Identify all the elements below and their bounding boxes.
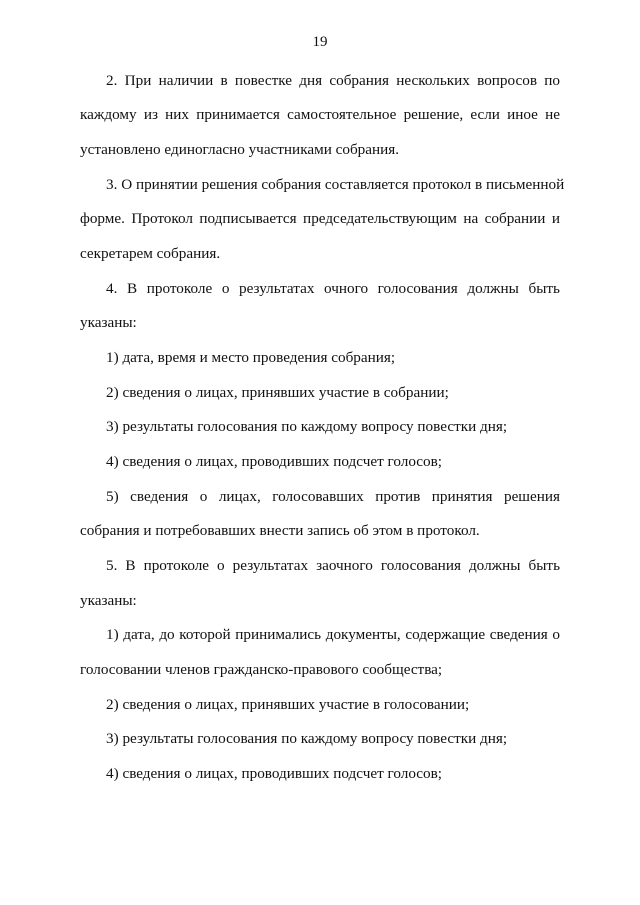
paragraph-3-line-2: форме. Протокол подписывается председательствующим на собрании и [80, 210, 560, 227]
paragraph-5-line-1: 5. В протоколе о результатах заочного голосования должны быть [106, 557, 560, 574]
paragraph-4-line-2: указаны: [80, 314, 137, 331]
paragraph-2-line-1: 2. При наличии в повестке дня собрания нескольких вопросов по [106, 72, 560, 89]
paragraph-4-line-1: 4. В протоколе о результатах очного голосования должны быть [106, 280, 560, 297]
paragraph-3-line-1: 3. О принятии решения собрания составляется протокол в письменной [106, 176, 565, 193]
list-item-5-1-line-1: 1) дата, до которой принимались документы, содержащие сведения о [106, 626, 560, 643]
list-item-4-2: 2) сведения о лицах, принявших участие в собрании; [106, 384, 449, 401]
list-item-4-3: 3) результаты голосования по каждому вопросу повестки дня; [106, 418, 508, 435]
list-item-5-2: 2) сведения о лицах, принявших участие в голосовании; [106, 696, 470, 713]
paragraph-5-line-2: указаны: [80, 592, 137, 609]
list-item-4-5-line-2: собрания и потребовавших внести запись об этом в протокол. [80, 522, 480, 539]
page-number: 19 [312, 34, 328, 50]
list-item-5-3: 3) результаты голосования по каждому вопросу повестки дня; [106, 730, 508, 747]
list-item-4-5-line-1: 5) сведения о лицах, голосовавших против принятия решения [106, 488, 560, 505]
paragraph-2-line-2: каждому из них принимается самостоятельное решение, если иное не [80, 106, 560, 123]
list-item-4-4: 4) сведения о лицах, проводивших подсчет голосов; [106, 453, 443, 470]
paragraph-2-line-3: установлено единогласно участниками собрания. [80, 141, 400, 158]
list-item-4-1: 1) дата, время и место проведения собрания; [106, 349, 396, 366]
paragraph-3-line-3: секретарем собрания. [80, 245, 221, 262]
list-item-5-1-line-2: голосовании членов гражданско-правового сообщества; [80, 661, 443, 678]
list-item-5-4: 4) сведения о лицах, проводивших подсчет голосов; [106, 765, 443, 782]
